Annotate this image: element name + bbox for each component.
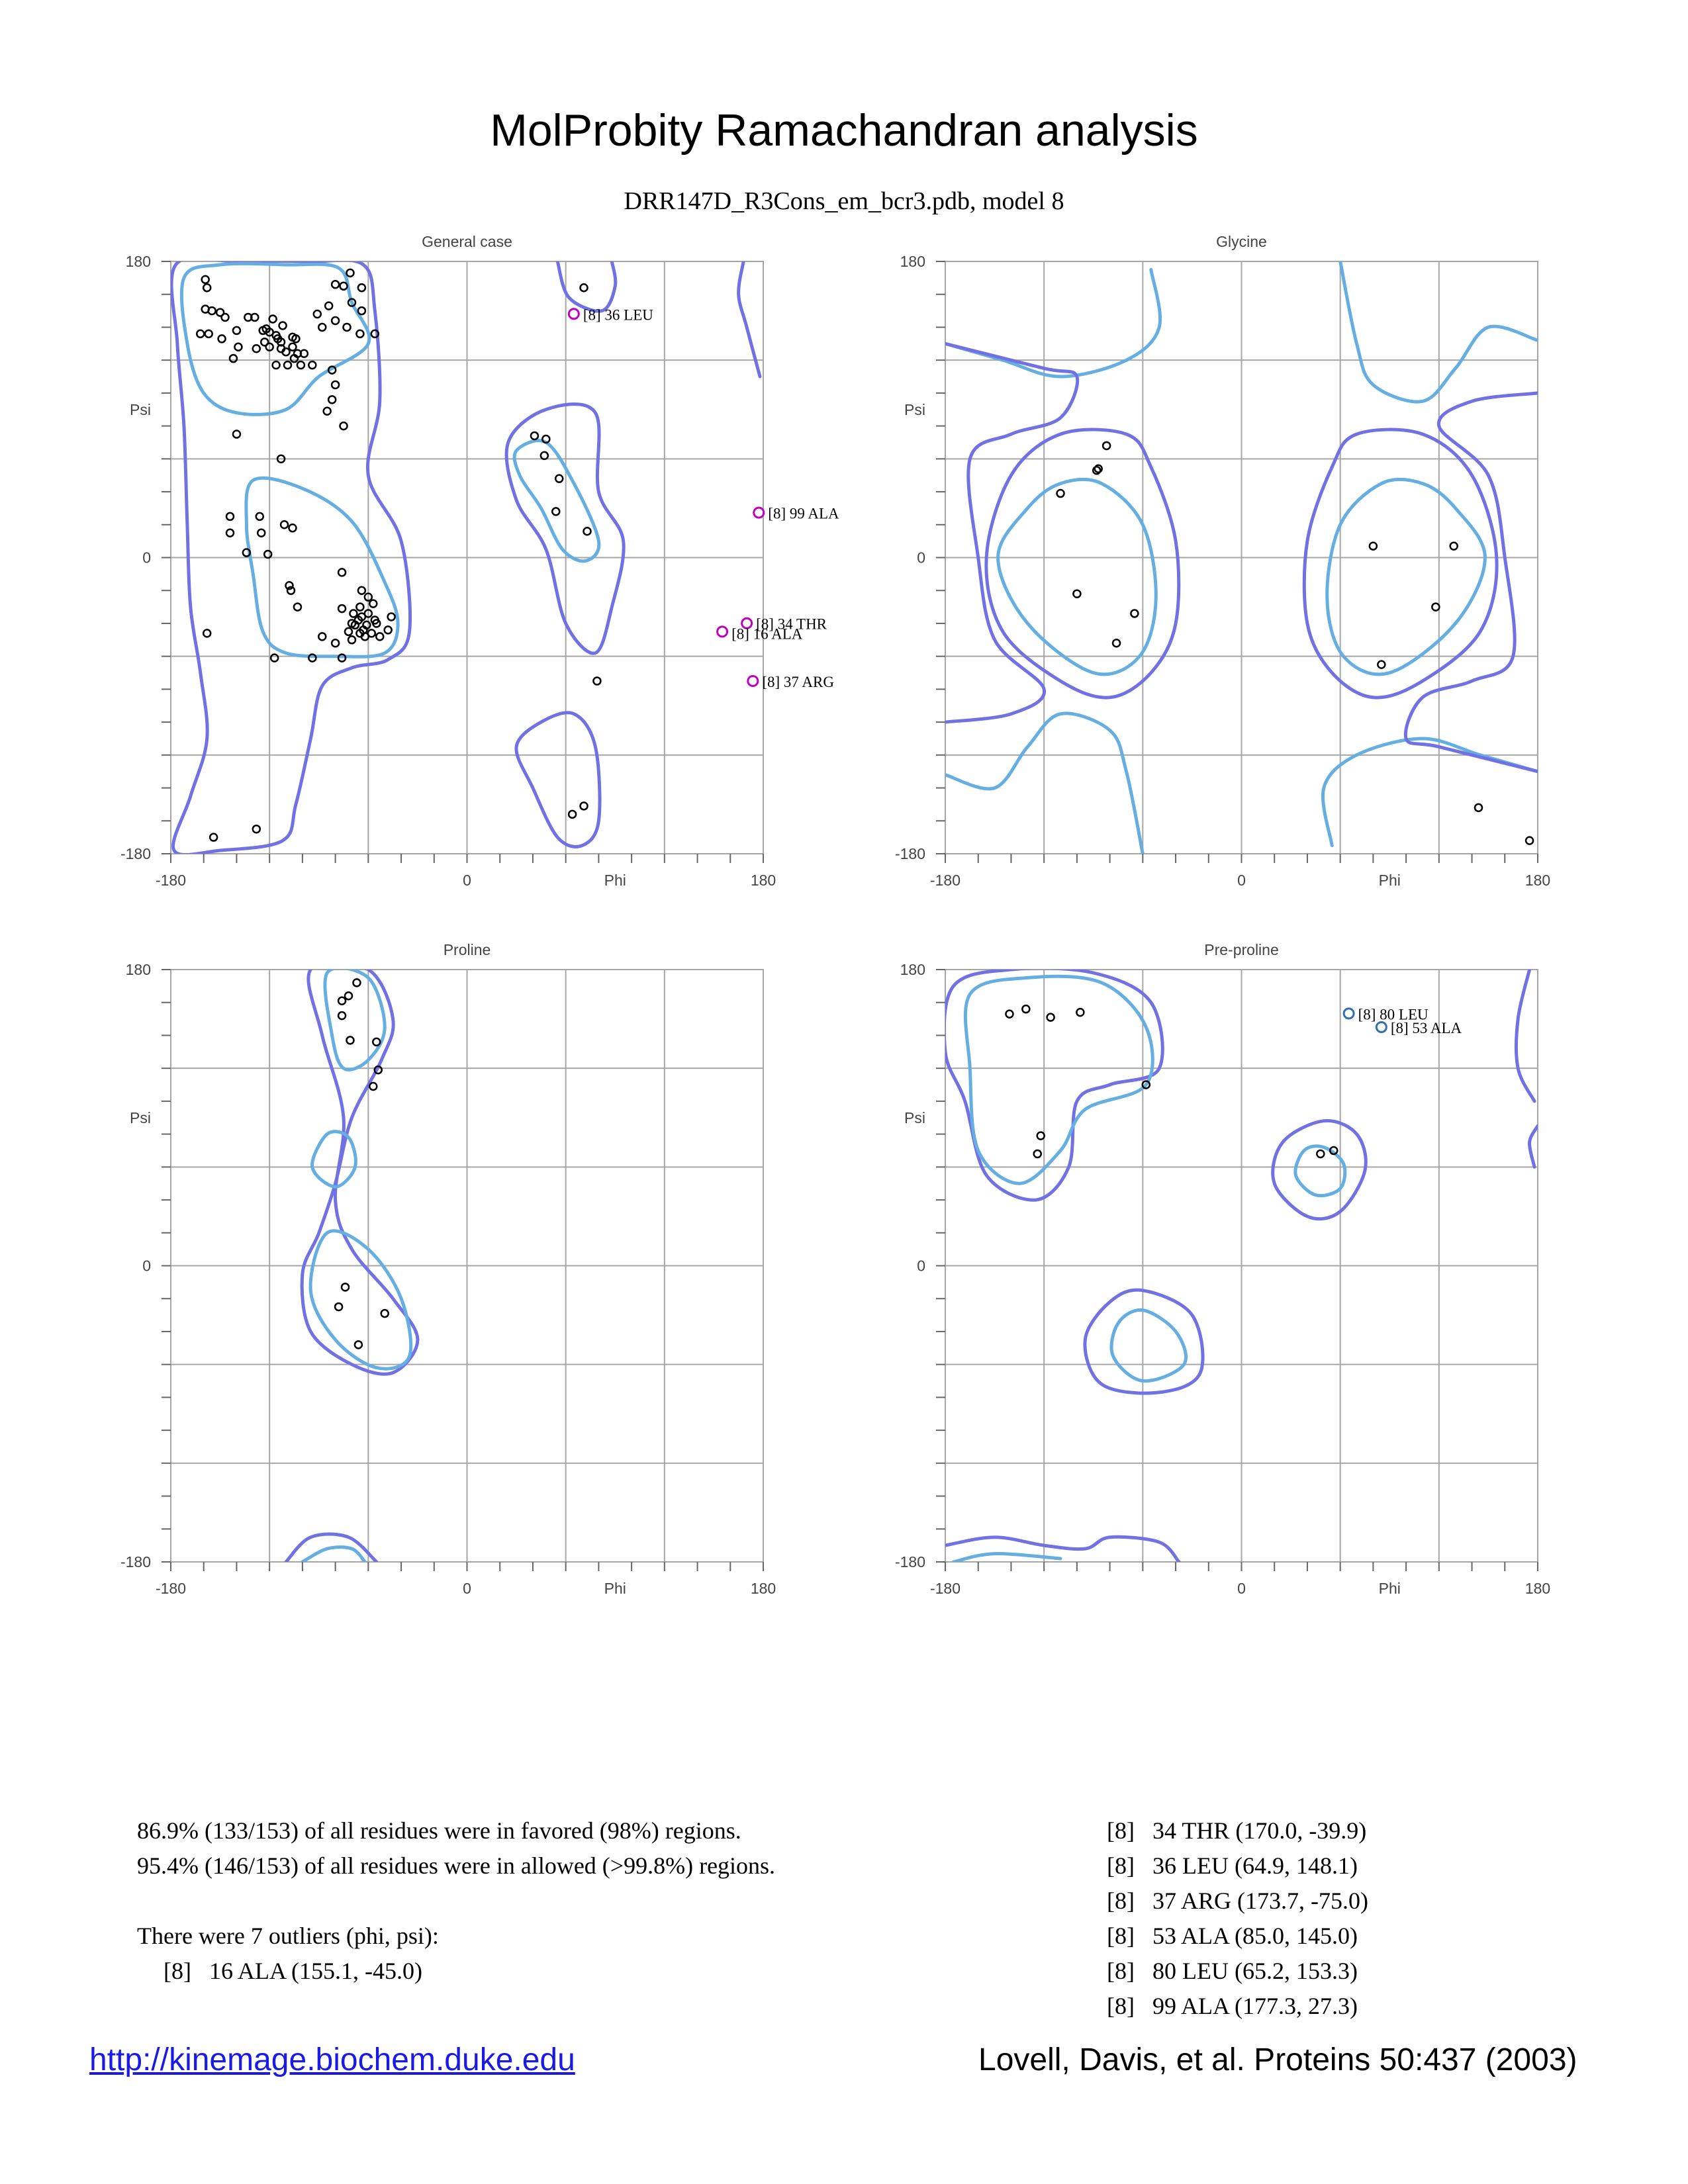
outlier-line: [8] 36 LEU (64.9, 148.1) (1107, 1852, 1358, 1879)
outlier-point (569, 309, 579, 319)
x-tick-label: -180 (155, 1580, 187, 1597)
y-tick-label: Psi (904, 400, 925, 418)
outlier-line: [8] 16 ALA (155.1, -45.0) (164, 1958, 422, 1984)
data-point (338, 1012, 346, 1019)
data-point (234, 343, 242, 351)
page-subtitle: DRR147D_R3Cons_em_bcr3.pdb, model 8 (624, 187, 1064, 215)
data-point (1450, 543, 1458, 550)
data-point (346, 1036, 353, 1044)
y-tick-label: 180 (900, 253, 925, 270)
data-point (376, 633, 383, 640)
data-point (358, 284, 365, 291)
data-point (1113, 639, 1120, 647)
citation: Lovell, Davis, et al. Proteins 50:437 (2003) (978, 2042, 1577, 2077)
allowed-contour (1405, 393, 1538, 772)
data-point (593, 677, 600, 684)
x-tick-label: Phi (1378, 1580, 1401, 1597)
allowed-contour (739, 261, 760, 377)
data-point (226, 513, 234, 520)
data-point (1037, 1132, 1045, 1140)
data-point (210, 834, 217, 841)
allowed-contour (516, 713, 600, 847)
plot-title: Glycine (1216, 233, 1267, 250)
outlier-point (1376, 1023, 1386, 1032)
data-point (230, 355, 237, 362)
outlier-label: [8] 16 ALA (731, 625, 803, 643)
x-tick-label: -180 (929, 1580, 961, 1597)
data-point (233, 327, 240, 334)
data-point (269, 316, 277, 323)
allowed-contour (945, 1537, 1179, 1562)
data-point (281, 521, 288, 528)
glycine-plot (887, 228, 1589, 903)
y-tick-label: -180 (894, 845, 925, 862)
x-tick-label: Phi (604, 1580, 626, 1597)
allowed-contour (1085, 1290, 1203, 1393)
data-point (346, 269, 353, 277)
kinemage-link[interactable]: http://kinemage.biochem.duke.edu (89, 2042, 575, 2077)
data-point (318, 324, 326, 331)
data-point (581, 802, 588, 809)
favored-contour (1295, 1146, 1345, 1196)
data-point (348, 636, 355, 643)
y-tick-label: Psi (130, 1109, 151, 1126)
data-point (318, 633, 326, 640)
data-point (233, 431, 240, 438)
data-point (284, 361, 291, 369)
outlier-label: [8] 37 ARG (762, 673, 834, 690)
outlier-point (1344, 1009, 1354, 1019)
y-tick-label: 180 (900, 961, 925, 978)
data-point (1073, 590, 1080, 598)
outlier-line: [8] 53 ALA (85.0, 145.0) (1107, 1923, 1358, 1949)
data-point (358, 307, 365, 314)
data-point (222, 314, 229, 321)
data-point (289, 524, 296, 531)
favored-contour (303, 1547, 365, 1562)
outlier-label: [8] 80 LEU (1358, 1006, 1429, 1023)
outlier-label: [8] 36 LEU (583, 306, 653, 324)
data-point (328, 396, 336, 403)
data-point (353, 979, 360, 986)
x-tick-label: 0 (1237, 872, 1246, 889)
data-point (555, 475, 563, 482)
data-point (279, 322, 287, 329)
data-point (350, 610, 357, 617)
data-point (369, 1083, 377, 1090)
data-point (1103, 442, 1110, 449)
y-tick-label: -180 (120, 845, 151, 862)
favored-contour (312, 1132, 356, 1187)
outlier-point (748, 676, 758, 686)
data-point (385, 626, 392, 633)
outlier-line: [8] 99 ALA (177.3, 27.3) (1107, 1993, 1358, 2019)
data-point (355, 1341, 362, 1348)
data-point (253, 345, 260, 352)
data-point (356, 330, 363, 338)
allowed-summary: 95.4% (146/153) of all residues were in allowed (>99.8%) regions. (137, 1852, 776, 1879)
data-point (345, 992, 352, 999)
data-point (332, 281, 339, 288)
data-point (358, 587, 365, 594)
allowed-contour (1530, 1126, 1538, 1167)
outliers-header: There were 7 outliers (phi, psi): (137, 1923, 439, 1949)
data-point (369, 600, 377, 608)
allowed-contour (1517, 970, 1534, 1101)
data-point (338, 605, 346, 612)
y-tick-label: 0 (142, 1257, 151, 1275)
data-point (256, 513, 263, 520)
data-point (1093, 467, 1100, 474)
data-point (264, 551, 271, 558)
data-point (541, 452, 548, 459)
data-point (340, 422, 348, 430)
data-point (332, 317, 339, 324)
data-point (324, 408, 331, 415)
data-point (340, 283, 348, 290)
page-title: MolProbity Ramachandran analysis (490, 105, 1198, 156)
plot-title: Pre-proline (1204, 941, 1279, 958)
allowed-contour (302, 962, 418, 1374)
data-point (308, 361, 316, 369)
x-tick-label: -180 (155, 872, 187, 889)
outlier-label: [8] 99 ALA (768, 505, 839, 522)
data-point (1378, 661, 1385, 668)
y-tick-label: 0 (142, 549, 151, 567)
outlier-line: [8] 80 LEU (65.2, 153.3) (1107, 1958, 1358, 1984)
data-point (1370, 543, 1377, 550)
y-tick-label: -180 (894, 1553, 925, 1570)
allowed-contour (986, 430, 1179, 698)
plot-title: Proline (443, 941, 491, 958)
y-tick-label: 180 (125, 253, 151, 270)
data-point (581, 284, 588, 291)
data-point (332, 381, 339, 388)
pre-proline-plot (887, 936, 1589, 1612)
favored-contour (1111, 1310, 1186, 1381)
y-tick-label: 180 (125, 961, 151, 978)
data-point (531, 432, 538, 439)
x-tick-label: -180 (929, 872, 961, 889)
data-point (205, 330, 212, 338)
data-point (289, 343, 296, 351)
data-point (552, 508, 559, 515)
allowed-contour (1273, 1120, 1366, 1218)
outlier-point (754, 508, 764, 518)
data-point (1047, 1014, 1055, 1021)
data-point (583, 527, 590, 535)
favored-contour (325, 968, 385, 1069)
y-tick-label: 0 (917, 549, 925, 567)
y-tick-label: -180 (120, 1553, 151, 1570)
favored-summary: 86.9% (133/153) of all residues were in favored (98%) regions. (137, 1817, 741, 1844)
contour-group (286, 962, 418, 1562)
data-point (1034, 1150, 1041, 1158)
x-tick-label: 0 (1237, 1580, 1246, 1597)
favored-contour (1327, 479, 1485, 674)
data-point (1475, 804, 1482, 811)
data-point (338, 569, 346, 576)
data-point (1076, 1009, 1084, 1016)
allowed-contour (945, 343, 1078, 722)
data-point (1022, 1005, 1029, 1013)
data-point (356, 604, 363, 611)
general-case-plot (113, 228, 839, 903)
data-point (1432, 604, 1439, 611)
x-tick-label: Phi (1378, 872, 1401, 889)
x-tick-label: 0 (463, 1580, 471, 1597)
data-point (368, 629, 375, 637)
data-point (273, 361, 280, 369)
data-point (258, 529, 265, 537)
data-point (197, 330, 204, 338)
data-point (345, 628, 352, 635)
outlier-label: [8] 34 THR (756, 615, 827, 633)
outlier-line: [8] 34 THR (170.0, -39.9) (1107, 1817, 1367, 1844)
stats-left (137, 1813, 775, 1989)
data-point (1131, 610, 1138, 617)
x-tick-label: 180 (1524, 1580, 1551, 1597)
data-point (325, 302, 332, 310)
x-tick-label: 180 (750, 872, 776, 889)
y-tick-label: Psi (904, 1109, 925, 1126)
data-point (314, 310, 321, 318)
data-point (332, 639, 339, 647)
x-tick-label: 180 (1524, 872, 1551, 889)
data-point (226, 529, 234, 537)
outlier-line: [8] 37 ARG (173.7, -75.0) (1107, 1888, 1368, 1914)
data-point (202, 276, 209, 283)
outlier-label: [8] 53 ALA (1390, 1020, 1462, 1037)
data-point (342, 1283, 349, 1291)
data-point (1317, 1150, 1324, 1158)
data-point (344, 324, 351, 331)
data-point (388, 614, 395, 621)
y-tick-label: Psi (130, 400, 151, 418)
plot-title: General case (422, 233, 512, 250)
data-point (1526, 837, 1533, 844)
data-point (203, 284, 211, 291)
data-point (335, 1303, 342, 1310)
data-point (294, 604, 301, 611)
data-point (1006, 1011, 1013, 1018)
data-point (338, 997, 346, 1005)
data-point (373, 1038, 380, 1046)
data-point (381, 1310, 389, 1317)
outlier-point (718, 627, 727, 637)
data-point (218, 335, 226, 342)
favored-contour (998, 479, 1156, 674)
data-point (253, 825, 260, 833)
x-tick-label: Phi (604, 872, 626, 889)
y-tick-label: 0 (917, 1257, 925, 1275)
data-point (1057, 490, 1064, 497)
x-tick-label: 0 (463, 872, 471, 889)
data-point (297, 361, 305, 369)
data-point (569, 811, 576, 818)
stats-right (1107, 1813, 1368, 2024)
x-tick-label: 180 (750, 1580, 776, 1597)
data-point (271, 655, 278, 662)
data-point (203, 629, 211, 637)
allowed-contour (1304, 430, 1497, 698)
proline-plot (113, 936, 814, 1612)
